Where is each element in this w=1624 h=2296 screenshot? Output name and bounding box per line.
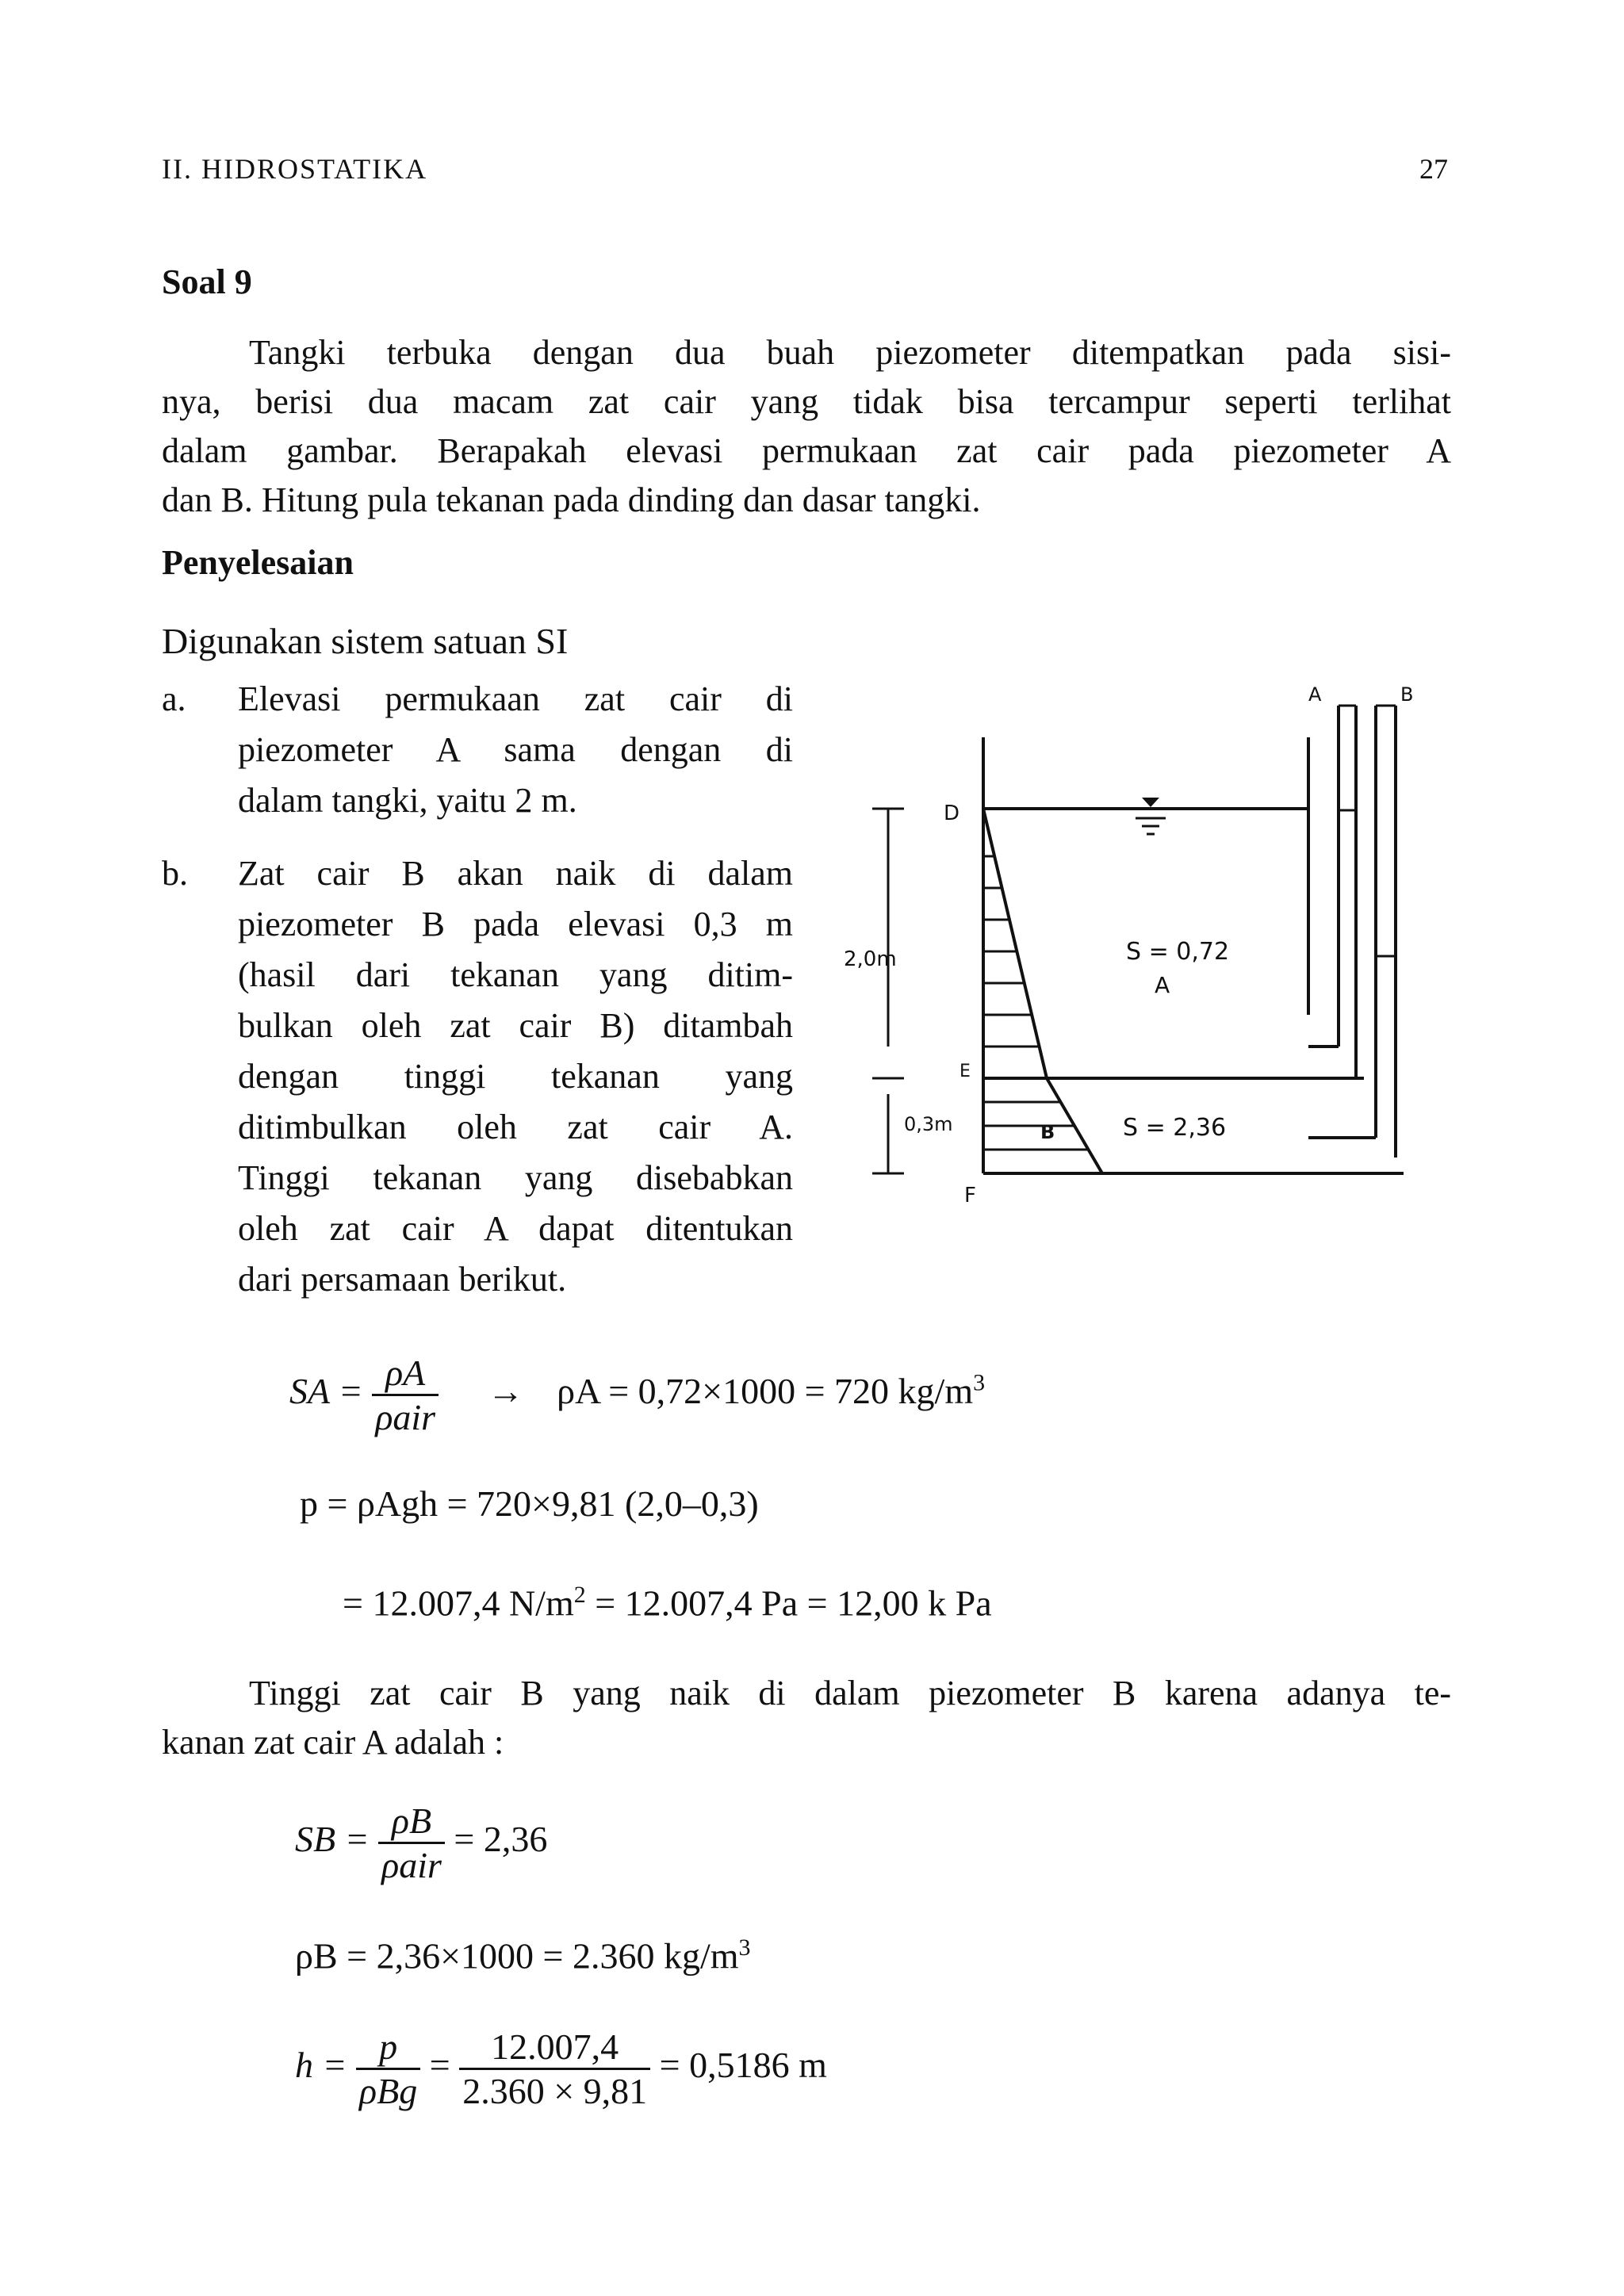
equation-6 (295, 2026, 827, 2112)
chapter-header: II. HIDROSTATIKA (162, 153, 428, 185)
eq1-fraction (372, 1352, 439, 1438)
problem-line: dan B. Hitung pula tekanan pada dinding dan dasar tangki. (162, 480, 981, 519)
equation-3 (343, 1582, 992, 1624)
item-a-line: dalam tangki, yaitu 2 m. (238, 781, 577, 820)
solution-intro: Digunakan sistem satuan SI (162, 621, 569, 661)
eq5-text: ρB = 2,36×1000 = 2.360 kg/m (295, 1935, 739, 1976)
eq4-fraction (378, 1800, 445, 1886)
eq6-fraction-1 (356, 2026, 420, 2112)
tank-diagram (841, 666, 1427, 1221)
eq6-equals: = (429, 2045, 450, 2086)
s-upper-label: S = 0,72 (1126, 938, 1230, 966)
eq3-part-b: = 12.007,4 Pa = 12,00 k Pa (595, 1582, 992, 1624)
problem-statement (162, 328, 1451, 525)
pressure-hatching (983, 856, 1089, 1150)
item-b-line: dari persamaan berikut. (238, 1260, 567, 1299)
equation-4 (295, 1800, 547, 1886)
label-d: D (944, 802, 960, 825)
height-bottom-label: 0,3m (904, 1113, 953, 1135)
eq1-exponent: 3 (973, 1369, 986, 1396)
item-a-label: a. (162, 679, 186, 718)
eq3-exponent: 2 (573, 1582, 586, 1608)
eq3-part-a: = 12.007,4 N/m (343, 1582, 574, 1624)
item-b-line: Tinggi tekanan yang disebabkan (238, 1158, 793, 1197)
item-a (162, 674, 796, 832)
eq4-denominator: ρair (381, 1845, 442, 1885)
eq6-fraction-2 (459, 2026, 650, 2112)
problem-line: Tangki terbuka dengan dua buah piezometer ditempatkan pada sisi- (249, 333, 1451, 372)
eq4-lhs: SB = (295, 1819, 370, 1860)
item-a-line: piezometer A sama dengan di (238, 730, 793, 769)
label-a: A (1308, 683, 1322, 706)
eq4-numerator: ρB (378, 1800, 445, 1844)
eq6-lhs: h = (295, 2045, 347, 2086)
eq4-rhs: = 2,36 (454, 1819, 548, 1860)
item-b-line: ditimbulkan oleh zat cair A. (238, 1108, 793, 1146)
page-number: 27 (1419, 153, 1448, 185)
eq6-numerator-1: p (356, 2026, 420, 2070)
item-b-line: bulkan oleh zat cair B) ditambah (238, 1006, 793, 1045)
s-lower-label: S = 2,36 (1123, 1114, 1227, 1142)
problem-line: nya, berisi dua macam zat cair yang tidak bisa tercampur seperti terlihat (162, 382, 1451, 421)
s-lower-fluid-label: B (1040, 1121, 1055, 1143)
eq1-lhs: SA = (289, 1371, 363, 1412)
eq1-denominator: ρair (375, 1397, 436, 1437)
equation-1 (289, 1352, 985, 1438)
paragraph-2-line: kanan zat cair A adalah : (162, 1723, 504, 1762)
equation-5 (295, 1934, 751, 1976)
label-e: E (959, 1062, 971, 1081)
label-f: F (964, 1184, 976, 1207)
eq6-numerator-2: 12.007,4 (459, 2026, 650, 2070)
problem-title: Soal 9 (162, 262, 252, 301)
item-b-line: (hasil dari tekanan yang ditim- (238, 955, 793, 994)
item-b-line: Zat cair B akan naik di dalam (238, 854, 793, 893)
eq5-exponent: 3 (738, 1934, 751, 1961)
item-b-label: b. (162, 854, 188, 893)
item-b (162, 848, 796, 1324)
eq6-denominator-1: ρBg (359, 2071, 418, 2111)
s-upper-fluid-label: A (1155, 972, 1170, 998)
surface-marker-icon (1142, 798, 1159, 807)
eq1-arrow: → (487, 1371, 524, 1412)
problem-line: dalam gambar. Berapakah elevasi permukaan zat cair pada piezometer A (162, 431, 1451, 470)
item-a-line: Elevasi permukaan zat cair di (238, 679, 793, 718)
eq1-numerator: ρA (372, 1352, 439, 1396)
eq6-rhs: = 0,5186 m (659, 2045, 827, 2086)
item-b-line: oleh zat cair A dapat ditentukan (238, 1209, 793, 1248)
label-b: B (1400, 683, 1414, 706)
eq6-denominator-2: 2.360 × 9,81 (462, 2071, 648, 2111)
eq1-rhs: ρA = 0,72×1000 = 720 kg/m (557, 1371, 974, 1412)
paragraph-2 (162, 1669, 1451, 1767)
height-total-label: 2,0m (844, 947, 897, 971)
pressure-line-a (983, 809, 1047, 1078)
equation-2: p = ρAgh = 720×9,81 (2,0–0,3) (300, 1483, 759, 1524)
item-b-line: piezometer B pada elevasi 0,3 m (238, 905, 793, 943)
solution-title: Penyelesaian (162, 543, 354, 582)
paragraph-2-line: Tinggi zat cair B yang naik di dalam piezometer B karena adanya te- (249, 1674, 1451, 1712)
item-b-line: dengan tinggi tekanan yang (238, 1057, 793, 1096)
